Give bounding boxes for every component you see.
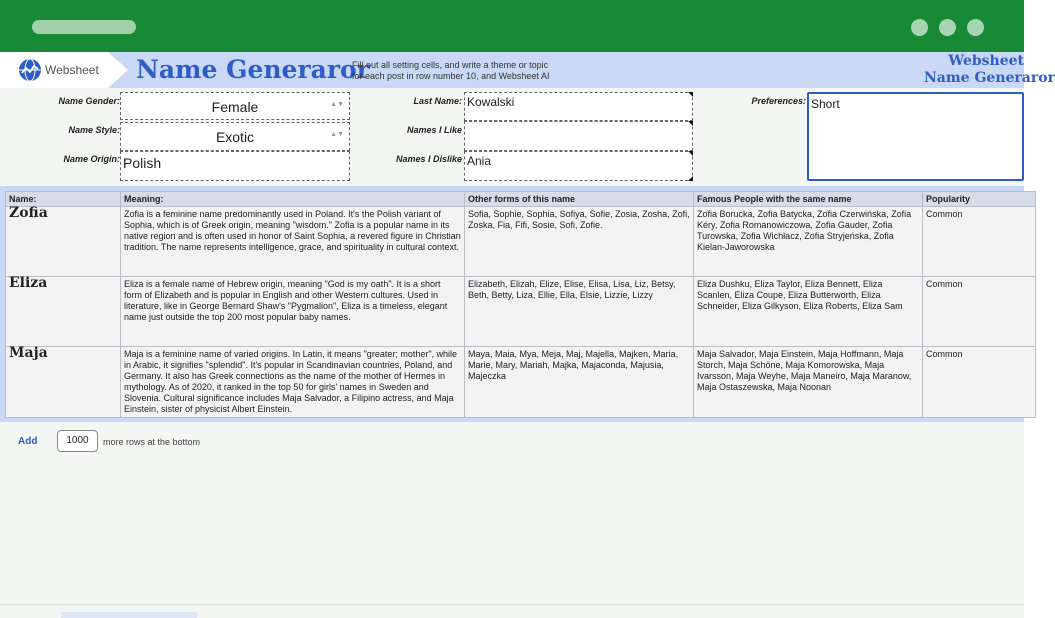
instructions-line: Fill out all setting cells, and write a theme or topic <box>352 60 549 70</box>
header-other-forms[interactable]: Other forms of this name <box>465 192 694 207</box>
sheet-tab[interactable] <box>61 612 197 618</box>
divider <box>0 604 1024 605</box>
cell-other-forms[interactable]: Maya, Maia, Mya, Meja, Maj, Majella, Majken, Maria, Marie, Mary, Mariah, Majka, Majaconda, Majusia, Majeczka <box>465 347 694 418</box>
cell-popularity[interactable]: Common <box>923 347 1036 418</box>
names-dislike-field[interactable] <box>464 151 693 181</box>
right-title-line: Name Generaror <box>924 70 1055 86</box>
cell-name[interactable]: Maja <box>6 347 121 418</box>
window-control-dot[interactable] <box>939 19 956 36</box>
last-name-field[interactable] <box>464 92 693 121</box>
globe-chart-icon <box>18 58 42 82</box>
origin-value: Polish <box>123 155 162 171</box>
cell-other-forms[interactable]: Sofia, Sophie, Sophia, Sofiya, Sofie, Zosia, Zosha, Zofi, Zoska, Fia, Fifi, Sosie, Sofi, Zofie. <box>465 207 694 277</box>
names-like-field[interactable] <box>464 121 693 151</box>
app-banner <box>0 52 1055 88</box>
table-row <box>6 207 1036 277</box>
preferences-value: Short <box>811 97 840 111</box>
chevron-down-icon: ▲▼ <box>330 131 344 138</box>
cell-name[interactable]: Zofia <box>6 207 121 277</box>
header-famous-people[interactable]: Famous People with the same name <box>694 192 923 207</box>
add-rows-button[interactable]: Add <box>18 436 38 447</box>
cell-note-marker <box>688 121 693 126</box>
cell-meaning[interactable]: Zofia is a feminine name predominantly used in Poland. It's the Polish variant of Sophia, which is of Greek origin, meaning "wisdom." Zofia is a popular name in its native region and is often used in honor of Saint Sophia, a revered figure in Christian tradition. The name represents intelligence, grace, and spirituality in cultural context. <box>121 207 465 277</box>
table-row <box>6 347 1036 418</box>
cell-note-marker <box>688 151 693 156</box>
last-name-value: Kowalski <box>467 95 515 109</box>
logo-text: Websheet <box>45 63 99 77</box>
right-title-line: Websheet <box>948 53 1024 69</box>
results-table <box>5 191 1036 418</box>
cell-meaning[interactable]: Maja is a feminine name of varied origins. In Latin, it means "greater; mother", while in Arabic, it signifies "splendid". It's popular in Scandinavian countries, Poland, and Germany. It also has Greek connections as the name of the mother of Hermes in mythology. As of 2020, it ranked in the top 50 for girls' names in Sweden and Slovenia. Cultural significance includes Maja Salvador, a Filipino actress, and Maja Einstein, sister of physicist Albert Einstein. <box>121 347 465 418</box>
window-control-dot[interactable] <box>911 19 928 36</box>
cell-popularity[interactable]: Common <box>923 207 1036 277</box>
address-bar-placeholder <box>32 20 136 34</box>
table-row <box>6 277 1036 347</box>
origin-field[interactable] <box>120 151 350 181</box>
logo[interactable] <box>0 52 108 88</box>
names-dislike-value: Ania <box>467 154 492 168</box>
cell-famous-people[interactable]: Maja Salvador, Maja Einstein, Maja Hoffmann, Maja Storch, Maja Schöne, Maja Komorowska, Maja Ivarsson, Maja Weyhe, Maja Maneiro, Maja Maranow, Maja Ostaszewska, Maja Noonan <box>694 347 923 418</box>
settings-panel <box>0 88 1024 186</box>
style-label: Name Style: <box>68 125 120 135</box>
style-value: Exotic <box>215 129 255 145</box>
preferences-field[interactable] <box>807 92 1024 181</box>
add-rows-count-input[interactable]: 1000 <box>57 430 98 452</box>
logo-arrow <box>108 52 128 88</box>
page-title: Name Generaror <box>136 55 370 84</box>
gender-value: Female <box>211 99 259 115</box>
names-like-label: Names I Like <box>406 125 462 135</box>
instructions-line: for each post in row number 10, and Websheet AI <box>352 71 550 81</box>
cell-meaning[interactable]: Eliza is a female name of Hebrew origin, meaning "God is my oath". It is a short form of Elizabeth and is popular in English and other Western cultures. Used in literature, like in George Bernard Shaw's "Pygmalion", Eliza is a timeless, elegant name just outside the top 200 most popular baby names. <box>121 277 465 347</box>
last-name-label: Last Name: <box>413 96 462 106</box>
cell-famous-people[interactable]: Eliza Dushku, Eliza Taylor, Eliza Bennett, Eliza Scanlen, Eliza Coupe, Eliza Butterworth, Eliza Schneider, Eliza Gilkyson, Eliza Roberts, Eliza Sam <box>694 277 923 347</box>
cell-other-forms[interactable]: Elizabeth, Elizah, Elize, Elise, Elisa, Lisa, Liz, Betsy, Beth, Betty, Liza, Ellie, Ella, Elsie, Lizzie, Lizzy <box>465 277 694 347</box>
add-rows-bar <box>0 422 1024 618</box>
style-select[interactable] <box>120 122 350 151</box>
instructions <box>352 60 592 82</box>
gender-select[interactable] <box>120 92 350 120</box>
add-rows-suffix: more rows at the bottom <box>103 437 201 447</box>
cell-popularity[interactable]: Common <box>923 277 1036 347</box>
cell-name[interactable]: Eliza <box>6 277 121 347</box>
preferences-label: Preferences: <box>751 96 806 106</box>
header-name[interactable]: Name: <box>6 192 121 207</box>
gender-label: Name Gender: <box>58 96 120 106</box>
right-title <box>924 53 1055 87</box>
cell-note-marker <box>688 176 693 181</box>
table-header-row <box>6 192 1036 207</box>
header-popularity[interactable]: Popularity <box>923 192 1036 207</box>
chevron-down-icon: ▲▼ <box>330 101 344 108</box>
names-dislike-label: Names I Dislike <box>395 154 462 164</box>
origin-label: Name Origin: <box>63 154 120 164</box>
title-bar <box>0 0 1024 52</box>
header-meaning[interactable]: Meaning: <box>121 192 465 207</box>
cell-famous-people[interactable]: Zofia Borucka, Zofia Batycka, Zofia Czerwińska, Zofia Kéry, Zofia Romanowiczowa, Zofia Gauder, Zofia Turowska, Zofia Wichłacz, Zofia Stryjeńska, Zofia Kielan-Jaworowska <box>694 207 923 277</box>
window-control-dot[interactable] <box>967 19 984 36</box>
